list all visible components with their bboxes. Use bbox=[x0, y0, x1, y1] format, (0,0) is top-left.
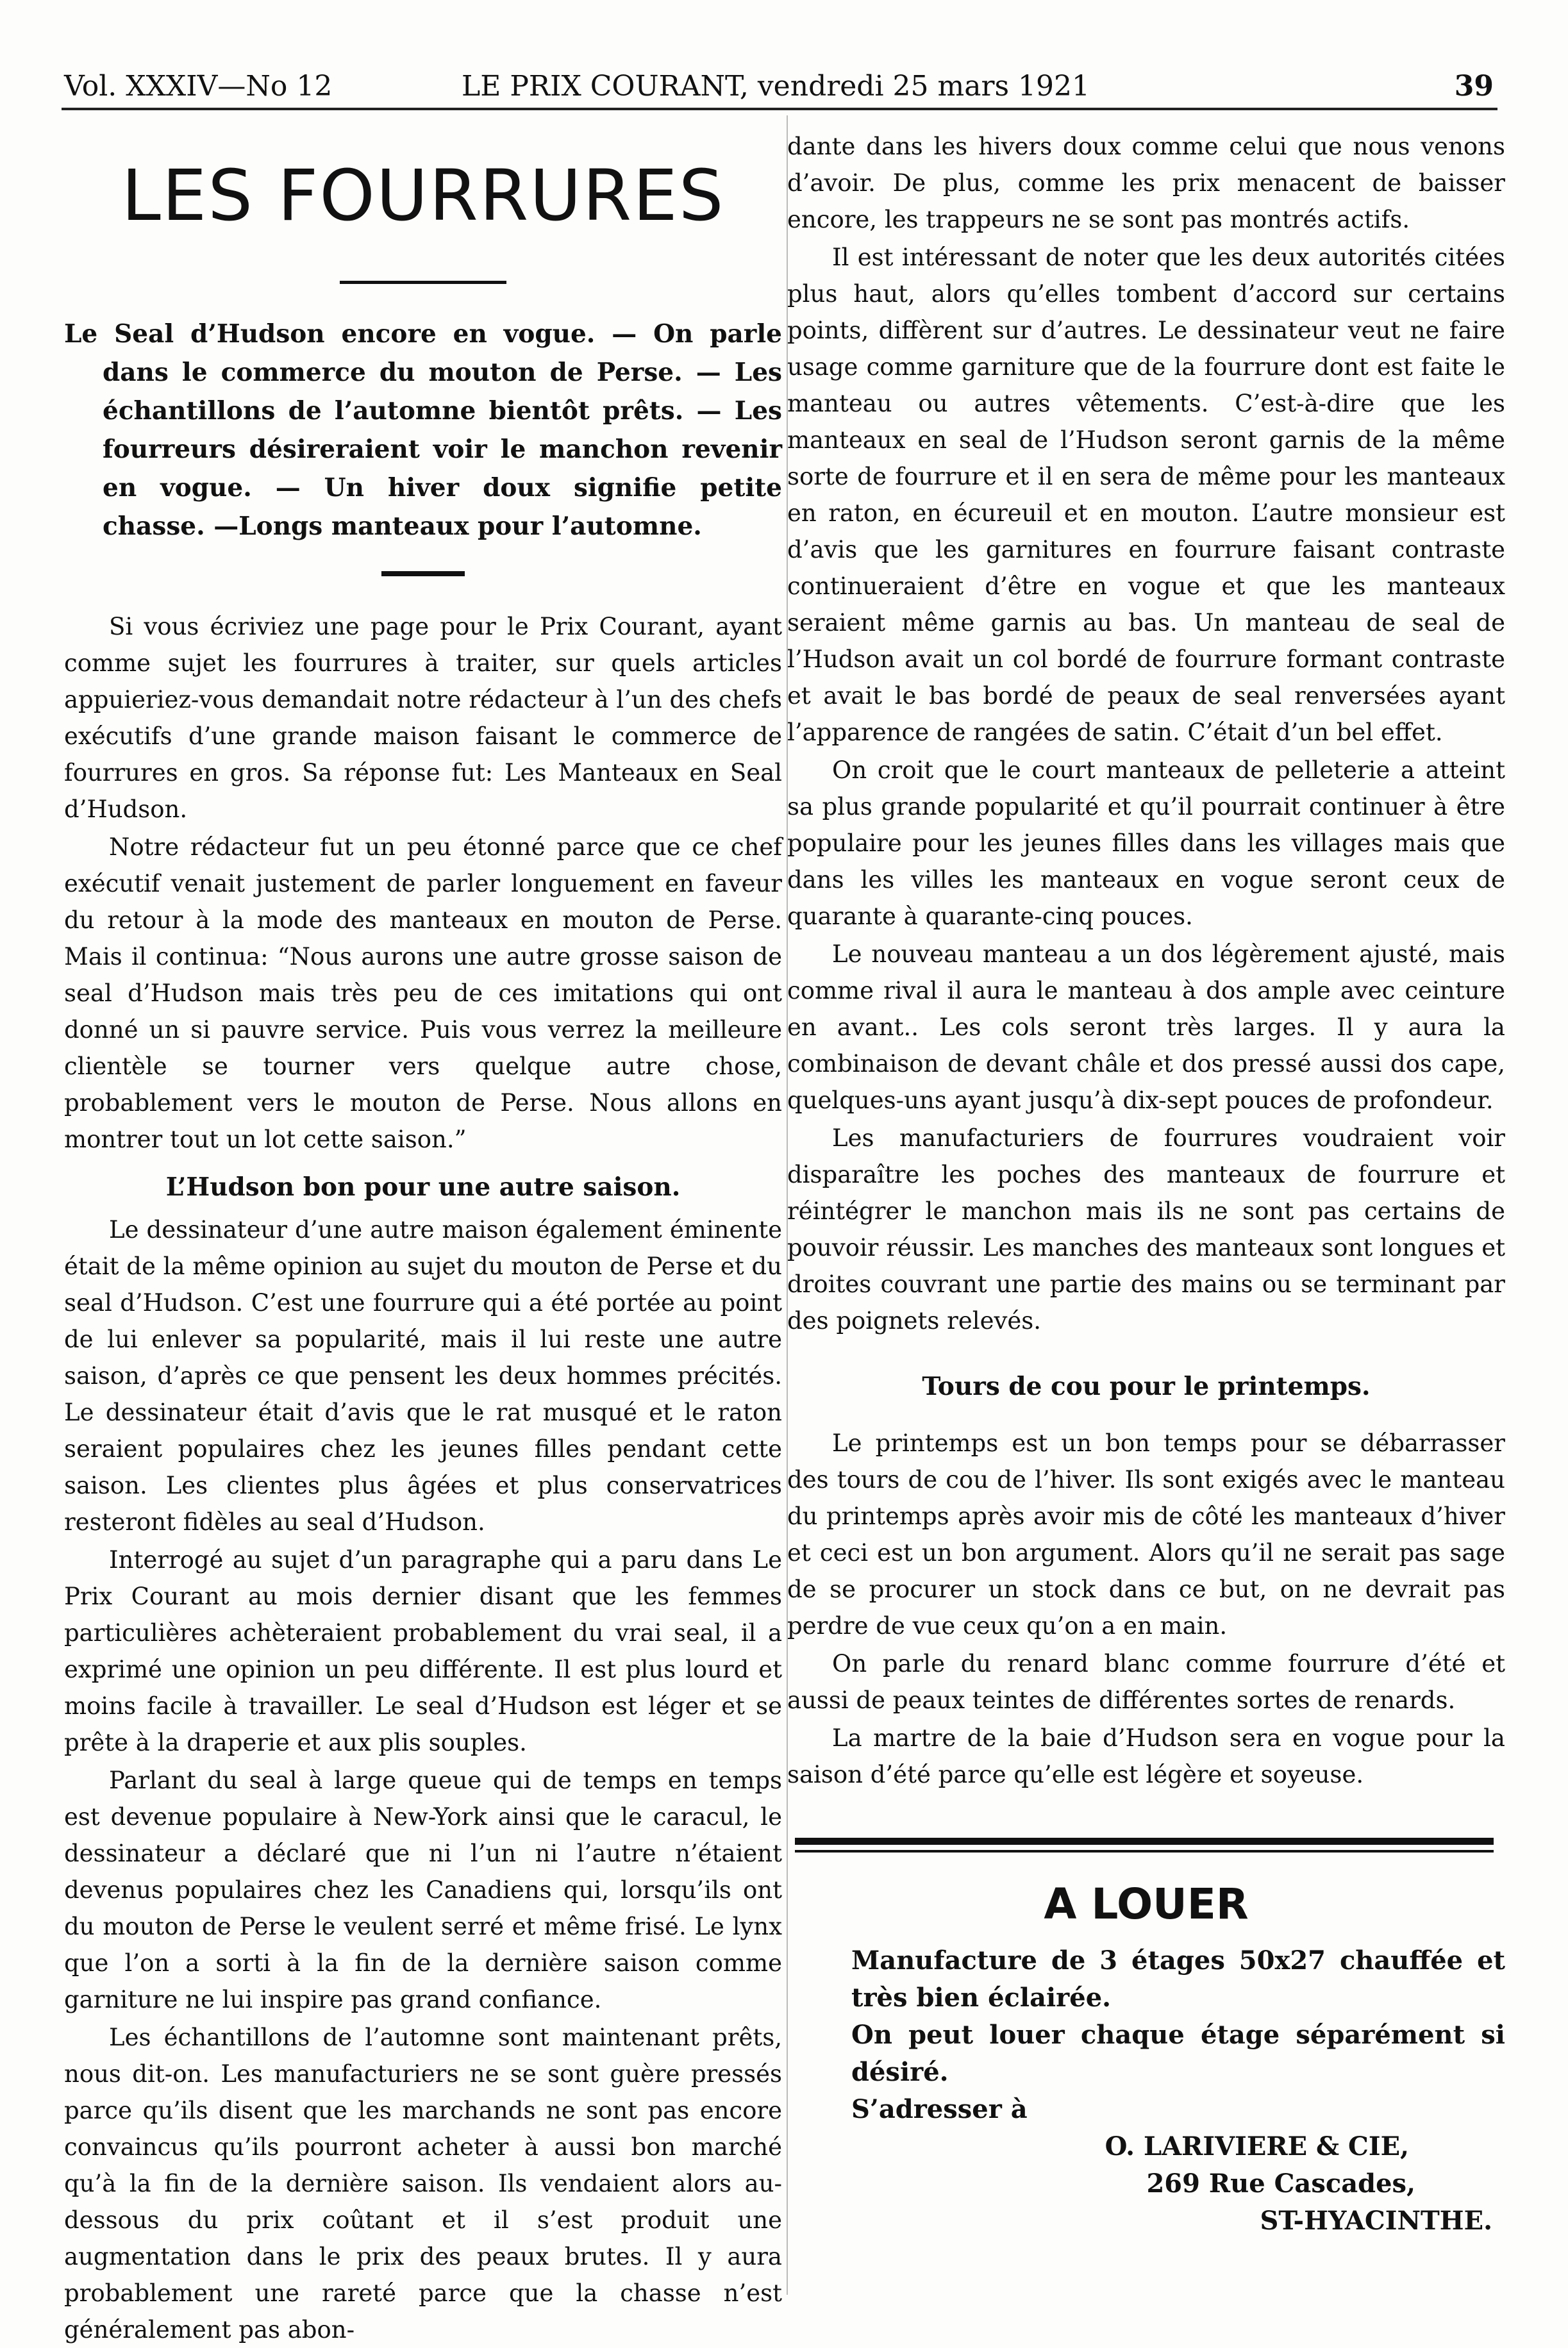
advertisement-line: Manufacture de 3 étages 50x27 chauffée et très bien éclairée. bbox=[851, 1945, 1505, 2013]
volume-issue: Vol. XXXIV—No 12 bbox=[64, 70, 333, 103]
advertisement bbox=[787, 1876, 1505, 2240]
paragraph: La martre de la baie d’Hudson sera en vogue pour la saison d’été parce qu’elle est légère et soyeuse. bbox=[787, 1724, 1505, 1788]
paragraph: On croit que le court manteaux de pelleterie a atteint sa plus grande popularité et qu’il pourrait continuer à être populaire pour les jeunes filles dans les villages mais que dans les villes les manteaux en vogue seront ceux de quarante à quarante-cinq pouces. bbox=[787, 756, 1505, 930]
paragraph: Les manufacturiers de fourrures voudraient voir disparaître les poches des manteaux de fourrure et réintégrer le manchon mais ils ne sont pas certains de pouvoir réussir. Les manches des manteaux sont longues et droites couvrant une partie des mains ou se terminant par des poignets relevés. bbox=[787, 1124, 1505, 1335]
paragraph-continued: dante dans les hivers doux comme celui que nous venons d’avoir. De plus, comme les prix menacent de baisser encore, les trappeurs ne se sont pas montrés actifs. bbox=[787, 133, 1505, 233]
paragraph: Notre rédacteur fut un peu étonné parce que ce chef exécutif venait justement de parler longuement en faveur du retour à la mode des manteaux en mouton de Perse. Mais il continua: “Nous aurons une autre grosse saison de seal d’Hudson mais très peu de ces imitations qui ont donné un si pauvre service. Puis vous verrez la meilleure clientèle se tourner vers quelque autre chose, probablement vers le mouton de Perse. Nous allons en montrer tout un lot cette saison.” bbox=[64, 833, 782, 1153]
advertisement-title: A LOUER bbox=[1044, 1879, 1249, 1929]
page-number: 39 bbox=[1454, 70, 1494, 103]
article-title: LES FOURRURES bbox=[121, 154, 725, 237]
title-rule bbox=[340, 281, 506, 284]
paragraph: Le nouveau manteau a un dos légèrement ajusté, mais comme rival il aura le manteau à dos ample avec ceinture en avant.. Les cols seront très larges. Il y aura la combinaison de devant châle et dos pressé aussi dos cape, quelques-uns ayant jusqu’à dix-sept pouces de profondeur. bbox=[787, 940, 1505, 1114]
article-deck bbox=[64, 315, 782, 545]
advertisement-rule-thin bbox=[795, 1850, 1494, 1853]
paragraph: Parlant du seal à large queue qui de temps en temps est devenue populaire à New-York ainsi que le caracul, le dessinateur a déclaré que ni l’un ni l’autre n’étaient devenus populaires chez les Canadiens qui, lorsqu’ils ont du mouton de Perse le veulent serré et même frisé. Le lynx que l’on a sorti à la fin de la dernière saison comme garniture ne lui inspire pas grand confiance. bbox=[64, 1767, 782, 2013]
advertisement-city: ST-HYACINTHE. bbox=[1260, 2206, 1492, 2236]
advertisement-company: O. LARIVIERE & CIE, bbox=[1105, 2131, 1409, 2161]
publication-title-date: LE PRIX COURANT, vendredi 25 mars 1921 bbox=[462, 70, 1090, 103]
header-rule bbox=[62, 108, 1497, 110]
advertisement-line: On peut louer chaque étage séparément si désiré. bbox=[851, 2020, 1505, 2087]
right-column bbox=[787, 128, 1505, 2240]
paragraph: Si vous écriviez une page pour le Prix Courant, ayant comme sujet les fourrures à traiter, sur quels articles appuieriez-vous demandait notre rédacteur à l’un des chefs exécutifs d’une grande maison faisant le commerce de fourrures en gros. Sa réponse fut: Les Manteaux en Seal d’Hudson. bbox=[64, 613, 782, 823]
running-header bbox=[64, 64, 1494, 109]
paragraph: Les échantillons de l’automne sont maintenant prêts, nous dit-on. Les manufacturiers ne se sont guère pressés parce qu’ils disent que les marchands ne sont pas encore convaincus qu’ils pourront acheter à aussi bon marché qu’à la fin de la dernière saison. Ils vendaient alors au-dessous du prix coûtant et il s’est produit une augmentation dans le prix des peaux brutes. Il y aura probablement une rareté parce que la chasse n’est généralement pas abon- bbox=[64, 2024, 782, 2344]
advertisement-rule-thick bbox=[795, 1838, 1494, 1845]
article-deck-text: Le Seal d’Hudson encore en vogue. — On parle dans le commerce du mouton de Perse. — Les échantillons de l’automne bientôt prêts. — Les fourreurs désireraient voir le manchon revenir en vogue. — Un hiver doux signifie petite chasse. —Longs manteaux pour l’automne. bbox=[64, 319, 782, 541]
subheading-tours-de-cou: Tours de cou pour le printemps. bbox=[922, 1372, 1371, 1401]
paragraph: Il est intéressant de noter que les deux autorités citées plus haut, alors qu’elles tombent d’accord sur certains points, diffèrent sur d’autres. Le dessinateur veut ne faire usage comme garniture que de la fourrure dont est faite le manteau ou autres vêtements. C’est-à-dire que les manteaux en seal de l’Hudson seront garnis de la même sorte de fourrure et il en sera de même pour les manteaux en raton, en écureuil et en mouton. L’autre monsieur est d’avis que les garnitures en fourrure faisant contraste continueraient d’être en vogue et que les manteaux seraient même garnis au bas. Un manteau de seal de l’Hudson avait un col bordé de fourrure formant contraste et avait le bas bordé de peaux de seal renversées ayant l’apparence de rangées de satin. C’était d’un bel effet. bbox=[787, 244, 1505, 746]
subheading-hudson: L’Hudson bon pour une autre saison. bbox=[165, 1172, 681, 1202]
paragraph: Le printemps est un bon temps pour se débarrasser des tours de cou de l’hiver. Ils sont exigés avec le manteau du printemps après avoir mis de côté les manteaux d’hiver et ceci est un bon argument. Alors qu’il ne serait pas sage de se procurer un stock dans ce but, on ne devrait pas perdre de vue ceux qu’on a en main. bbox=[787, 1429, 1505, 1640]
paragraph: Interrogé au sujet d’un paragraphe qui a paru dans Le Prix Courant au mois dernier disant que les femmes particulières achèteraient probablement du vrai seal, il a exprimé une opinion un peu différente. Il est plus lourd et moins facile à travailler. Le seal d’Hudson est léger et se prête à la draperie et aux plis souples. bbox=[64, 1546, 782, 1756]
paragraph: Le dessinateur d’une autre maison également éminente était de la même opinion au sujet du mouton de Perse et du seal d’Hudson. C’est une fourrure qui a été portée au point de lui enlever sa popularité, mais il lui reste une autre saison, d’après ce que pensent les deux hommes précités. Le dessinateur était d’avis que le rat musqué et le raton seraient populaires chez les jeunes filles pendant cette saison. Les clientes plus âgées et plus conservatrices resteront fidèles au seal d’Hudson. bbox=[64, 1216, 782, 1536]
advertisement-street: 269 Rue Cascades, bbox=[1146, 2169, 1415, 2199]
advertisement-contact: S’adresser à bbox=[851, 2094, 1028, 2124]
left-column bbox=[64, 128, 782, 2348]
deck-ornament bbox=[381, 571, 465, 576]
paragraph: On parle du renard blanc comme fourrure d’été et aussi de peaux teintes de différentes sortes de renards. bbox=[787, 1650, 1505, 1714]
